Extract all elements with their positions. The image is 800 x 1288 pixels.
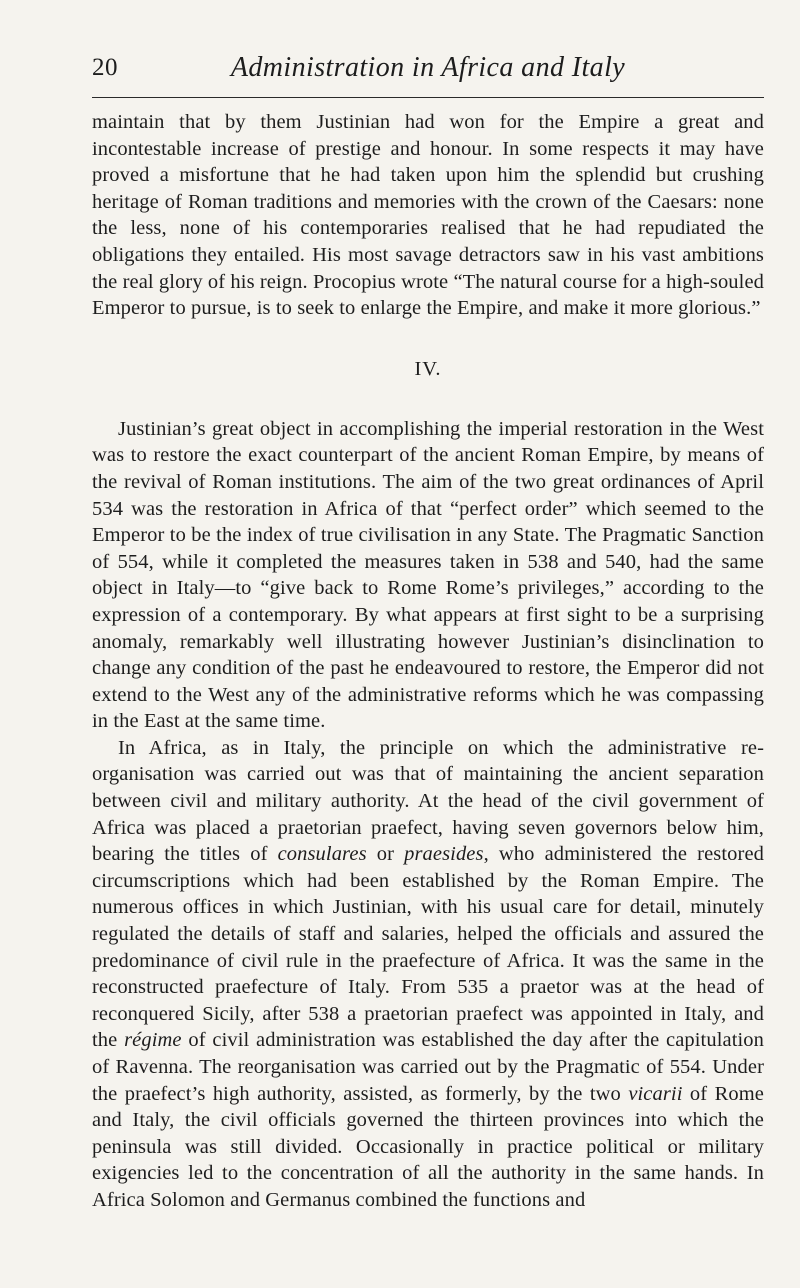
header-rule bbox=[92, 97, 764, 98]
paragraph-imperial-restoration: Justinian’s great object in accomplishing the imperial restoration in the West was to restore the exact counterpart of the ancient Roman Empire, by means of the revival of Roman institutions. The aim of the two great ordinances of April 534 was the restoration in Africa of that “perfect order” which seemed to the Emperor to be the index of true civilisation in any State. The Pragmatic Sanction of 554, while it completed the measures taken in 538 and 540, had the same object in Italy—to “give back to Rome Rome’s privileges,” according to the expression of a contemporary. By what appears at first sight to be a surprising anomaly, remarkably well illustrating however Justinian’s disinclination to change any condition of the past he endeavoured to restore, the Emperor did not extend to the West any of the administrative reforms which he was compassing in the East at the same time. bbox=[92, 417, 764, 733]
running-title: Administration in Africa and Italy bbox=[230, 52, 626, 83]
text-run: In Africa, as in Italy, the principle on which the administrative re-organisation was carried out was that of maintaining the ancient separation between civil and military authority. At the head of the civil government of Africa was placed a praetorian praefect, having seven governors below him, bearing the titles of bbox=[92, 736, 764, 866]
text-run: or bbox=[366, 843, 405, 866]
section-heading: IV. bbox=[414, 357, 442, 380]
text-run: of civil administration was established the day after the capitulation of Ravenna. The reorganisation was carried out by the Pragmatic of 554. Under the praefect’s high authority, assisted, as formerly, by the two bbox=[92, 1029, 764, 1105]
running-head bbox=[92, 52, 764, 98]
italic-term-consulares: consulares bbox=[277, 843, 367, 866]
paragraph-administrative-reorganisation bbox=[92, 735, 764, 1214]
page-number: 20 bbox=[92, 54, 118, 81]
italic-term-regime: régime bbox=[124, 1029, 182, 1052]
text-run: of Rome and Italy, the civil officials governed the thirteen provinces into which the peninsula was still divided. Occasionally in practice political or military exigencies led to the concentration of all the authority in the same hands. In Africa Solomon and Germanus combined the functions and bbox=[92, 1082, 764, 1211]
italic-term-praesides: praesides bbox=[404, 843, 484, 866]
text-run: , who administered the restored circumscriptions which had been established by the Roman Empire. The numerous offices in which Justinian, with his usual care for detail, minutely regulated the details of staff and salaries, helped the officials and assured the predominance of civil rule in the praefecture of Africa. It was the same in the reconstructed praefecture of Italy. From 535 a praetor was at the head of reconquered Sicily, after 538 a praetorian praefect was appointed in Italy, and the bbox=[92, 843, 765, 1052]
italic-term-vicarii: vicarii bbox=[628, 1082, 683, 1105]
body-text bbox=[92, 109, 764, 1214]
paragraph-continuation: maintain that by them Justinian had won for the Empire a great and incontestable increase of prestige and honour. In some respects it may have proved a misfortune that he had taken upon him the splendid but crushing heritage of Roman traditions and memories with the crown of the Caesars: none the less, none of his contemporaries realised that he had repudiated the obligations they entailed. His most savage detractors saw in his vast ambitions the real glory of his reign. Procopius wrote “The natural course for a high-souled Emperor to pursue, is to seek to enlarge the Empire, and make it more glorious.” bbox=[92, 111, 764, 320]
